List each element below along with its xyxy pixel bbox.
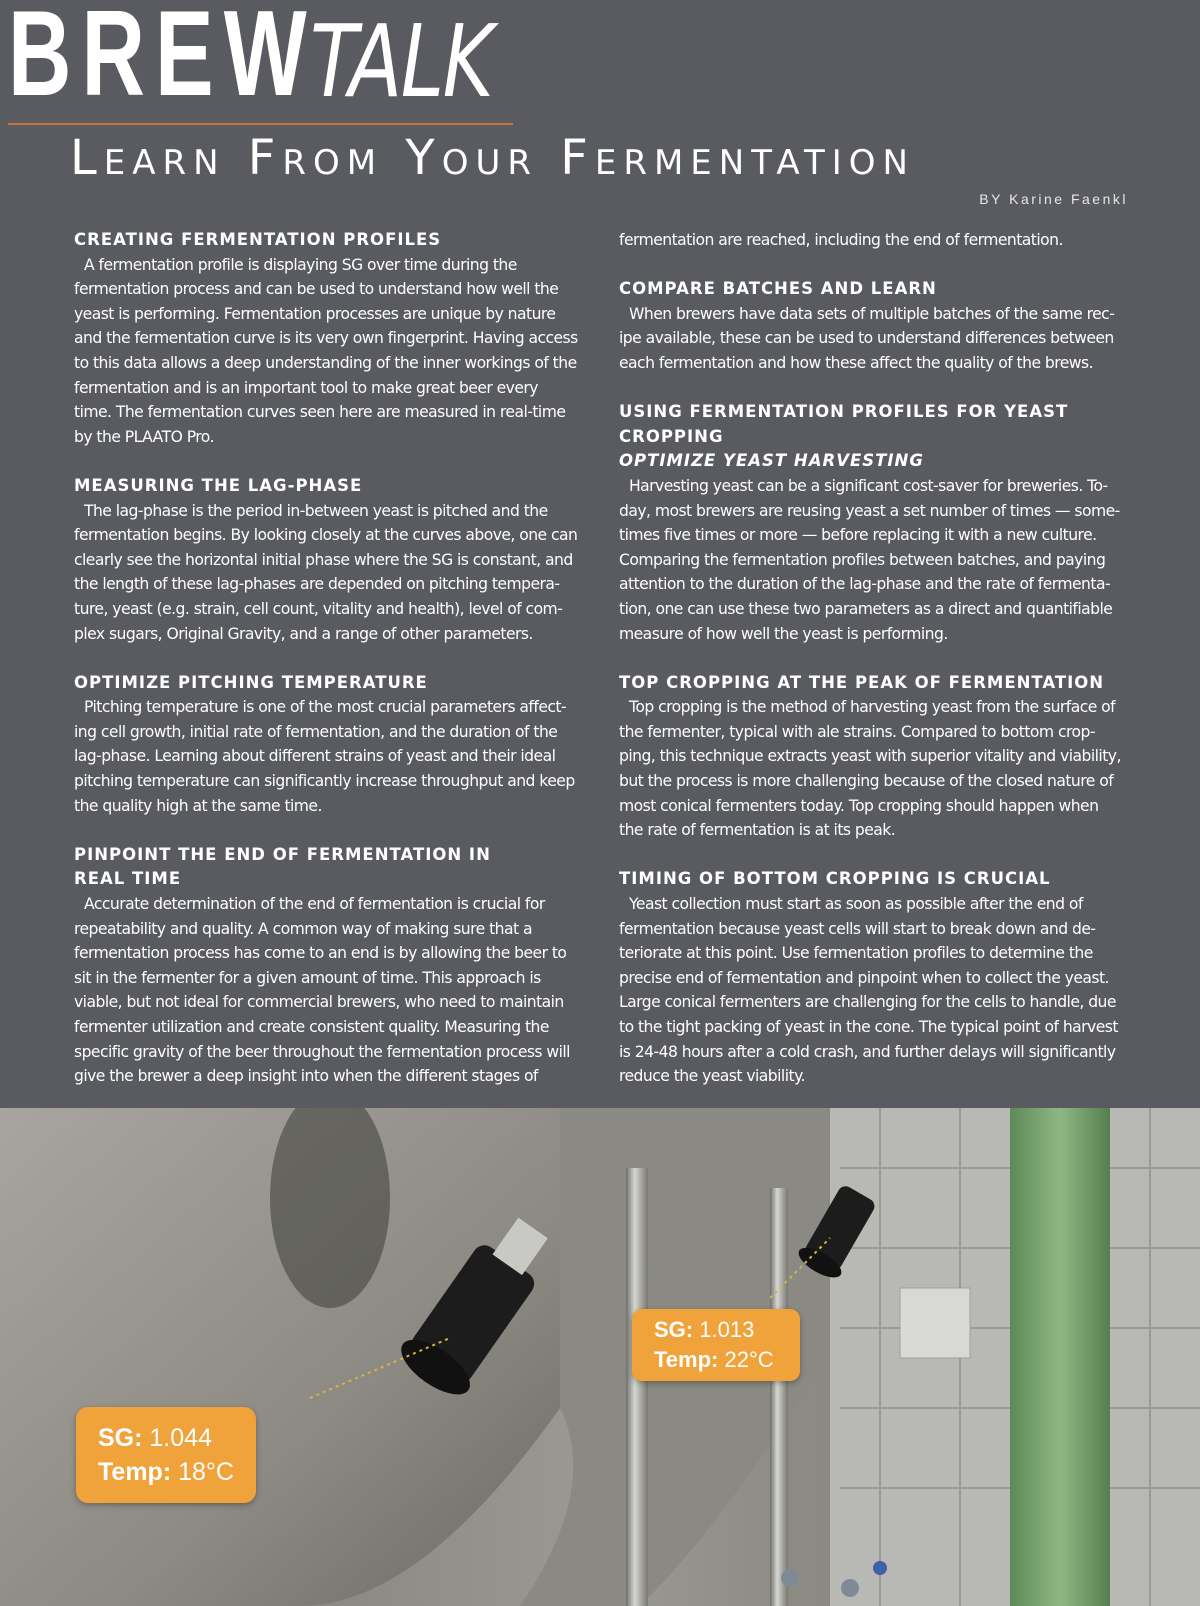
section-heading: CREATING FERMENTATION PROFILES [74, 230, 442, 249]
temp-key: Temp: [654, 1347, 719, 1372]
fermenter-illustration [0, 1108, 1200, 1606]
section-body: A fermentation profile is displaying SG over time during the fermentation process and can be used to understand how well the yeast is performing. Fermentation processes are unique by nature and the fermentation curve is its very own fingerprint. Having access to this data allows a deep understanding of the inner workings of the fermentation and is an important tool to make great beer every time. The fermentation curves seen here are measured in real-time by the PLAATO Pro. [74, 255, 578, 446]
section-body: When brewers have data sets of multiple batches of the same recipe available, these can be used to understand differences between each fermentation and how these affect the quality of the brews. [619, 304, 1115, 372]
reading-label-left [76, 1407, 256, 1503]
left-column [74, 228, 579, 1089]
sg-value: 1.013 [699, 1317, 755, 1342]
section-heading: OPTIMIZE PITCHING TEMPERATURE [74, 672, 428, 692]
right-column [619, 228, 1124, 1089]
sg-key: SG: [98, 1424, 143, 1452]
section-body: Accurate determination of the end of fermentation is crucial for repeatability and quality. A common way of making sure that a fermentation process has come to an end is by allowing the beer to sit in the fermenter for a given amount of time. This approach is viable, but not ideal for commercial brewers, who need to maintain fermenter utilization and create consistent quality. Measuring the specific gravity of the beer throughout the fermentation process will give the brewer a deep insight into when the different stages of [74, 895, 570, 1086]
continued-text: fermentation are reached, including the end of fermentation. [619, 231, 1063, 249]
section-heading: PINPOINT THE END OF FERMENTATION IN REAL TIME [74, 844, 491, 889]
fermenter-photo [0, 1108, 1200, 1606]
section-heading: TIMING OF BOTTOM CROPPING IS CRUCIAL [619, 869, 1051, 889]
section-heading: USING FERMENTATION PROFILES FOR YEAST CROPPING [619, 402, 1069, 446]
masthead-brew: BREW [8, 0, 317, 121]
sg-value: 1.044 [149, 1424, 212, 1452]
section-body: Harvesting yeast can be a significant cost-saver for breweries. Today, most brewers are reusing yeast a set number of times — sometimes five times or more — before replacing it with a new culture. Comparing the fermentation profiles between batches, and paying attention to the duration of the lag-phase and the rate of fermentation, one can use these two parameters as a direct and quantifiable measure of how well the yeast is performing. [619, 476, 1121, 643]
masthead-rule [8, 123, 513, 125]
byline: BY Karine Faenkl [979, 191, 1128, 207]
section-body: The lag-phase is the period in-between yeast is pitched and the fermentation begins. By looking closely at the curves above, one can clearly see the horizontal initial phase where the SG is constant, and the length of these lag-phases are depended on pitching temperature, yeast (e.g. strain, cell count, vitality and health), level of complex sugars, Original Gravity, and a range of other parameters. [74, 501, 578, 643]
article-title: Learn From Your Fermentation [70, 130, 915, 186]
masthead [8, 0, 528, 125]
section-heading: MEASURING THE LAG-PHASE [74, 475, 363, 495]
section-body: Top cropping is the method of harvesting yeast from the surface of the fermenter, typical with ale strains. Compared to bottom cropping, this technique extracts yeast with superior vitality and viability, but the process is more challenging because of the closed nature of most conical fermenters today. Top cropping should happen when the rate of fermentation is at its peak. [619, 698, 1121, 840]
section-body: Yeast collection must start as soon as possible after the end of fermentation because yeast cells will start to break down and deteriorate at this point. Use fermentation profiles to determine the precise end of fermentation and pinpoint when to collect the yeast. Large conical fermenters are challenging for the cells to handle, due to the tight packing of yeast in the cone. The typical point of harvest is 24-48 hours after a cold crash, and further delays will significantly reduce the yeast viability. [619, 895, 1118, 1086]
reading-label-right [632, 1309, 800, 1381]
temp-value: 18°C [178, 1458, 234, 1486]
temp-value: 22°C [724, 1347, 774, 1372]
section-heading: TOP CROPPING AT THE PEAK OF FERMENTATION [619, 672, 1105, 692]
sg-key: SG: [654, 1317, 694, 1342]
section-heading: COMPARE BATCHES AND LEARN [619, 279, 937, 299]
masthead-talk: TALK [310, 3, 493, 120]
temp-key: Temp: [98, 1458, 172, 1486]
section-subheading: OPTIMIZE YEAST HARVESTING [619, 451, 924, 471]
section-body: Pitching temperature is one of the most crucial parameters affecting cell growth, initial rate of fermentation, and the duration of the lag-phase. Learning about different strains of yeast and their ideal pitching temperature can significantly increase throughput and keep the quality high at the same time. [74, 698, 575, 815]
